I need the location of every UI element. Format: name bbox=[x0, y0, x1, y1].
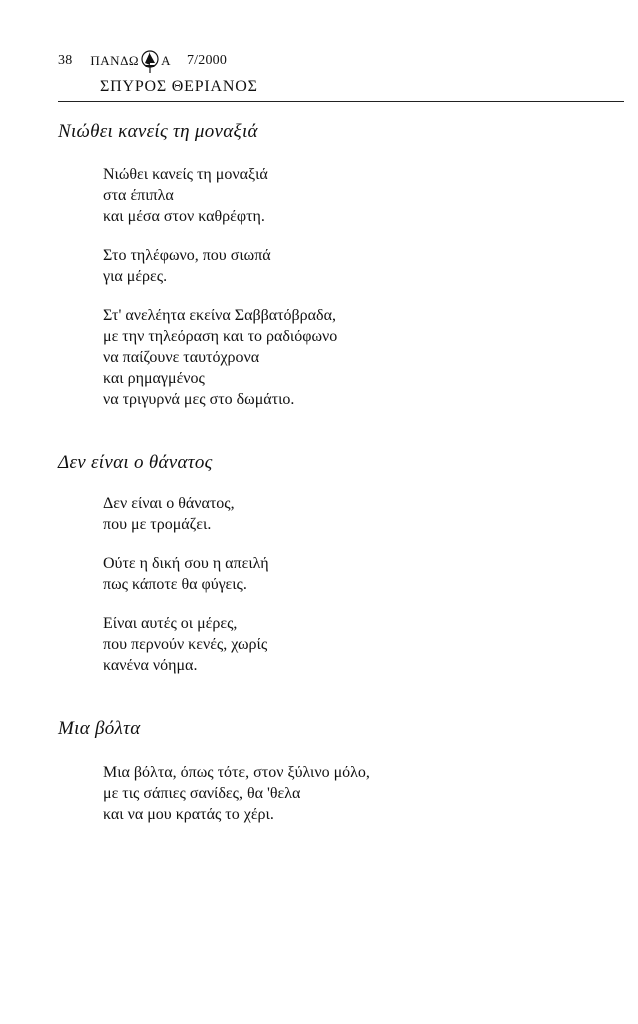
verse-line: Ούτε η δική σου η απειλή bbox=[103, 555, 269, 572]
author-name: ΣΠΥΡΟΣ ΘΕΡΙΑΝΟΣ bbox=[100, 78, 258, 95]
poem-title: Δεν είναι ο θάνατος bbox=[58, 452, 213, 473]
page-number: 38 bbox=[58, 53, 73, 68]
verse-line: για μέρες. bbox=[103, 268, 168, 285]
verse-line: Στ' ανελέητα εκείνα Σαββατόβραδα, bbox=[103, 307, 336, 324]
verse-line: και μέσα στον καθρέφτη. bbox=[103, 208, 265, 225]
poem-title: Νιώθει κανείς τη μοναξιά bbox=[58, 121, 258, 142]
verse-line: στα έπιπλα bbox=[103, 187, 174, 204]
stanza bbox=[103, 762, 370, 825]
verse-line: με την τηλεόραση και το ραδιόφωνο bbox=[103, 328, 338, 345]
verse-line: που περνούν κενές, χωρίς bbox=[103, 636, 268, 653]
stanza bbox=[103, 493, 269, 535]
verse-line: Είναι αυτές οι μέρες, bbox=[103, 615, 238, 632]
verse-line: Νιώθει κανείς τη μοναξιά bbox=[103, 166, 268, 183]
verse-line: κανένα νόημα. bbox=[103, 657, 198, 674]
stanza bbox=[103, 164, 337, 227]
verse-line: να παίζουνε ταυτόχρονα bbox=[103, 349, 260, 366]
sailing-ship-logo-icon bbox=[140, 49, 160, 73]
journal-name-left: ΠΑΝΔΩ bbox=[90, 53, 140, 68]
verse-line: Στο τηλέφωνο, που σιωπά bbox=[103, 247, 271, 264]
poem-body bbox=[103, 762, 370, 825]
verse-line: και να μου κρατάς το χέρι. bbox=[103, 806, 274, 823]
issue-date: 7/2000 bbox=[186, 53, 228, 68]
poem-body bbox=[103, 164, 337, 410]
verse-line: που με τρομάζει. bbox=[103, 516, 212, 533]
verse-line: Μια βόλτα, όπως τότε, στον ξύλινο μόλο, bbox=[103, 764, 370, 781]
verse-line: και ρημαγμένος bbox=[103, 370, 205, 387]
stanza bbox=[103, 305, 337, 410]
poem-body bbox=[103, 493, 269, 676]
header-rule bbox=[58, 101, 624, 102]
stanza bbox=[103, 553, 269, 595]
verse-line: να τριγυρνά μες στο δωμάτιο. bbox=[103, 391, 295, 408]
poem-title: Μια βόλτα bbox=[58, 718, 141, 739]
verse-line: Δεν είναι ο θάνατος, bbox=[103, 495, 235, 512]
journal-name-right: Α bbox=[161, 53, 171, 68]
journal-logo bbox=[90, 49, 171, 73]
verse-line: με τις σάπιες σανίδες, θα 'θελα bbox=[103, 785, 301, 802]
stanza bbox=[103, 613, 269, 676]
running-header bbox=[58, 51, 227, 71]
verse-line: πως κάποτε θα φύγεις. bbox=[103, 576, 247, 593]
stanza bbox=[103, 245, 337, 287]
